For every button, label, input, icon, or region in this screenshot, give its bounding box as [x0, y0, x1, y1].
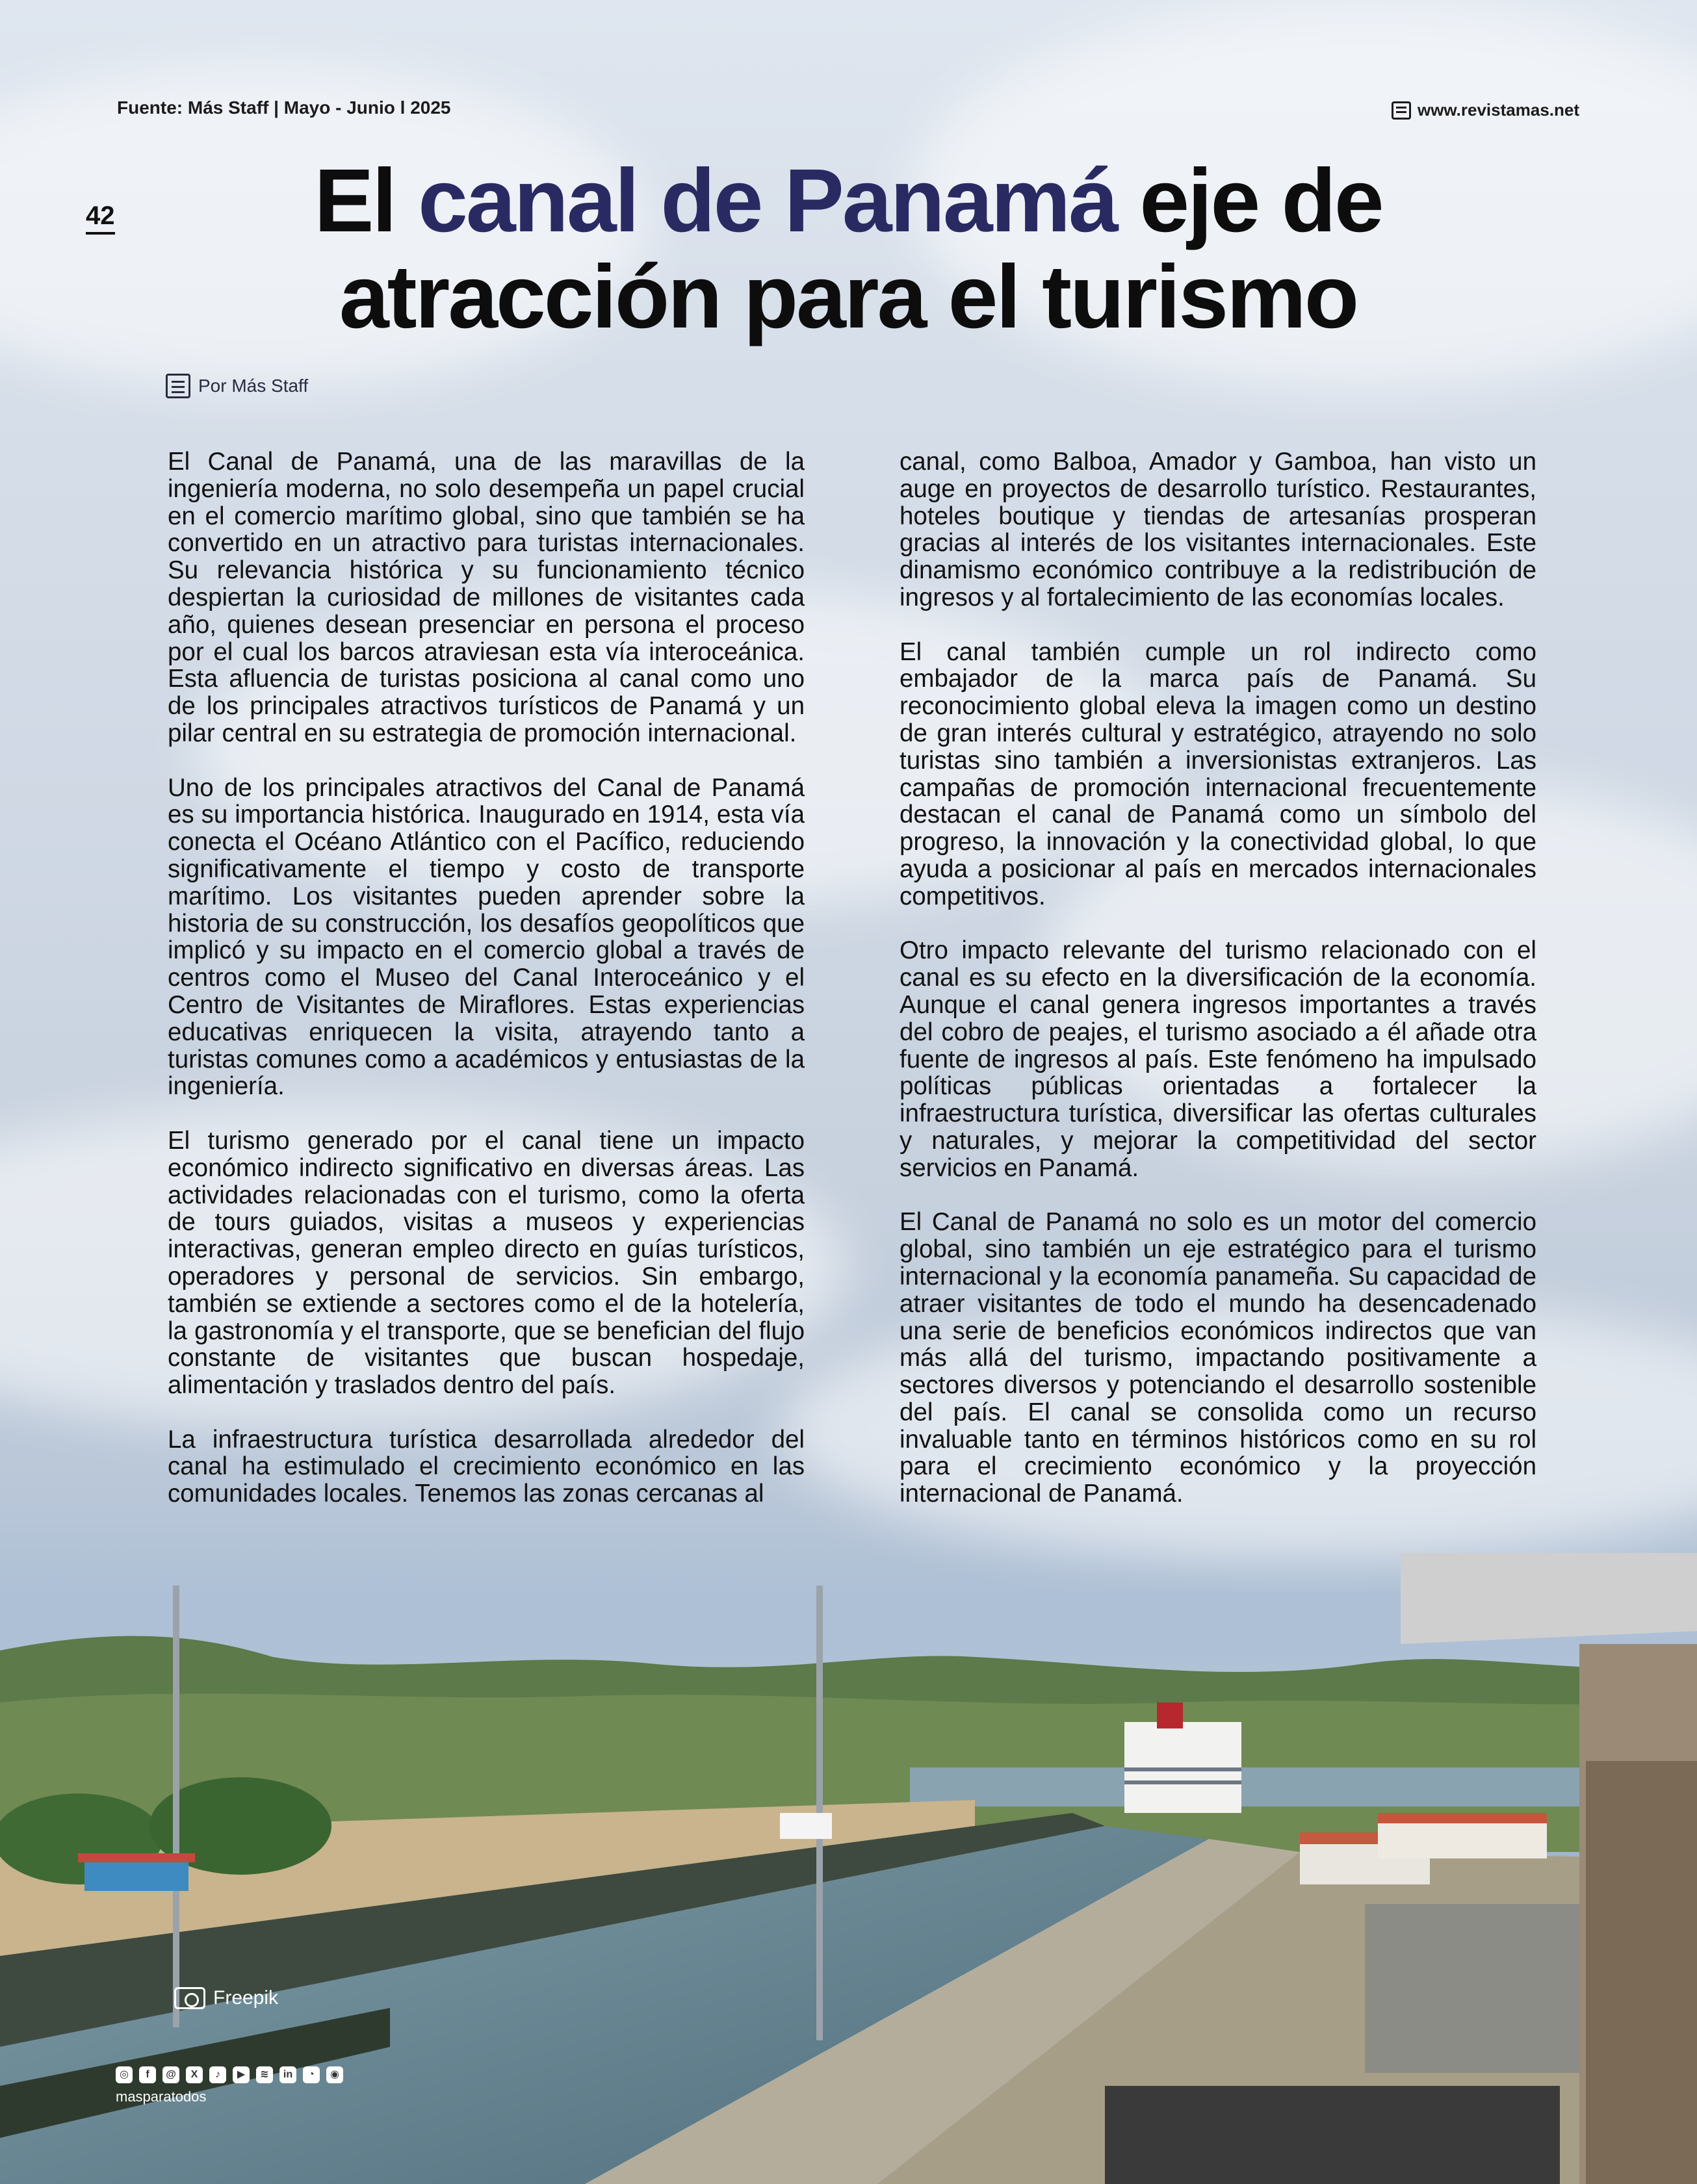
source-label: Fuente: Más Staff | Mayo - Junio l 2025: [117, 97, 451, 118]
linkedin-icon[interactable]: in: [279, 2066, 296, 2083]
tiktok-icon[interactable]: ♪: [209, 2066, 226, 2083]
threads-icon[interactable]: @: [162, 2066, 179, 2083]
site-link[interactable]: [1392, 100, 1579, 120]
site-url: www.revistamas.net: [1417, 100, 1579, 120]
byline: [166, 374, 308, 398]
paragraph: El Canal de Panamá no solo es un motor del comercio global, sino también un eje estratégico para el turismo internacional y la economía panameña. Su capacidad de atraer visitantes de todo el mundo ha desencadenado una serie de beneficios económicos indirectos que van más allá del turismo, impactando positivamente a sectores diversos y potenciando el desarrollo sostenible del país. El canal se consolida como un recurso invaluable tanto en términos históricos como en su rol para el crecimiento económico y la proyección internacional de Panamá.: [900, 1208, 1536, 1508]
social-handle[interactable]: masparatodos: [116, 2088, 207, 2105]
photo-credit-text: Freepik: [213, 1987, 279, 2009]
document-icon: [166, 374, 190, 398]
photo-credit: [174, 1987, 278, 2009]
paragraph: canal, como Balboa, Amador y Gamboa, han visto un auge en proyectos de desarrollo turístico. Restaurantes, hoteles boutique y tiendas de artesanías prosperan gracias al interés de los visitantes internacionales. Este dinamismo económico contribuye a la redistribución de ingresos y al fortalecimiento de las economías locales.: [900, 448, 1536, 611]
page-number: 42: [86, 201, 115, 235]
title-part-1: El: [314, 151, 419, 251]
paragraph: Otro impacto relevante del turismo relacionado con el canal es su efecto en la diversificación de la economía. Aunque el canal genera ingresos importantes a través del cobro de peajes, el turismo asociado a él añade otra fuente de ingresos al país. Este fenómeno ha impulsado políticas públicas orientadas a fortalecer la infraestructura turística, diversificar las ofertas culturales y naturales, y mejorar la competitividad del sector servicios en Panamá.: [900, 936, 1536, 1182]
social-icons: [116, 2066, 343, 2083]
x-icon[interactable]: X: [186, 2066, 203, 2083]
paragraph: El canal también cumple un rol indirecto como embajador de la marca país de Panamá. Su reconocimiento global eleva la imagen como un destino de gran interés cultural y estratégico, atrayendo no solo turistas sino también a inversionistas extranjeros. Las campañas de promoción internacional frecuentemente destacan el canal de Panamá como un símbolo del progreso, la innovación y la conectividad global, lo que ayuda a posicionar al país en mercados internacionales competitivos.: [900, 637, 1536, 910]
paragraph: El turismo generado por el canal tiene un impacto económico indirecto significativo en diversas áreas. Las actividades relacionadas con el turismo, como la oferta de tours guiados, visitas a museos y experiencias interactivas, generan empleo directo en guías turísticos, operadores y personal de servicios. Sin embargo, también se extiende a sectores como el de la hotelería, la gastronomía y el transporte, que se benefician del flujo constante de visitantes que buscan hospedaje, alimentación y traslados dentro del país.: [168, 1126, 805, 1400]
right-column: [900, 448, 1536, 1535]
paragraph: El Canal de Panamá, una de las maravillas de la ingeniería moderna, no solo desempeña un papel crucial en el comercio marítimo global, sino que también se ha convertido en un atractivo para turistas internacionales. Su relevancia histórica y su funcionamiento técnico despiertan la curiosidad de millones de visitantes cada año, quienes desean presenciar en persona el proceso por el cual los barcos atraviesan esta vía interoceánica. Esta afluencia de turistas posiciona al canal como uno de los principales atractivos turísticos de Panamá y un pilar central en su estrategia de promoción internacional.: [168, 448, 805, 747]
header-bar: [117, 97, 1579, 123]
title-part-2: eje de atracción para el turismo: [339, 151, 1382, 347]
youtube-icon[interactable]: ▶: [233, 2066, 250, 2083]
facebook-icon[interactable]: f: [139, 2066, 156, 2083]
spotify-icon[interactable]: ≋: [256, 2066, 273, 2083]
paragraph: La infraestructura turística desarrollada alrededor del canal ha estimulado el crecimiento económico en las comunidades locales. Tenemos las zonas cercanas al: [168, 1425, 805, 1508]
left-column: [168, 448, 805, 1535]
canal-locks-photo: [0, 1553, 1697, 2184]
article-title: [130, 153, 1566, 345]
instagram-icon[interactable]: ◎: [116, 2066, 133, 2083]
title-accent: canal de Panamá: [418, 151, 1117, 251]
web-icon: [1392, 101, 1411, 120]
rss-icon[interactable]: ◔: [303, 2066, 320, 2083]
camera-icon: [174, 1987, 205, 2009]
paragraph: Uno de los principales atractivos del Canal de Panamá es su importancia histórica. Inaugurado en 1914, esta vía conecta el Océano Atlántico con el Pacífico, reduciendo significativamente el tiempo y costo de transporte marítimo. Los visitantes pueden aprender sobre la historia de su construcción, los desafíos geopolíticos que implicó y su impacto en el comercio global a través de centros como el Museo del Canal Interoceánico y el Centro de Visitantes de Miraflores. Estas experiencias educativas enriquecen la visita, atrayendo tanto a turistas comunes como a académicos y entusiastas de la ingeniería.: [168, 773, 805, 1101]
podcast-icon[interactable]: ◉: [326, 2066, 343, 2083]
byline-text: Por Más Staff: [198, 376, 309, 396]
